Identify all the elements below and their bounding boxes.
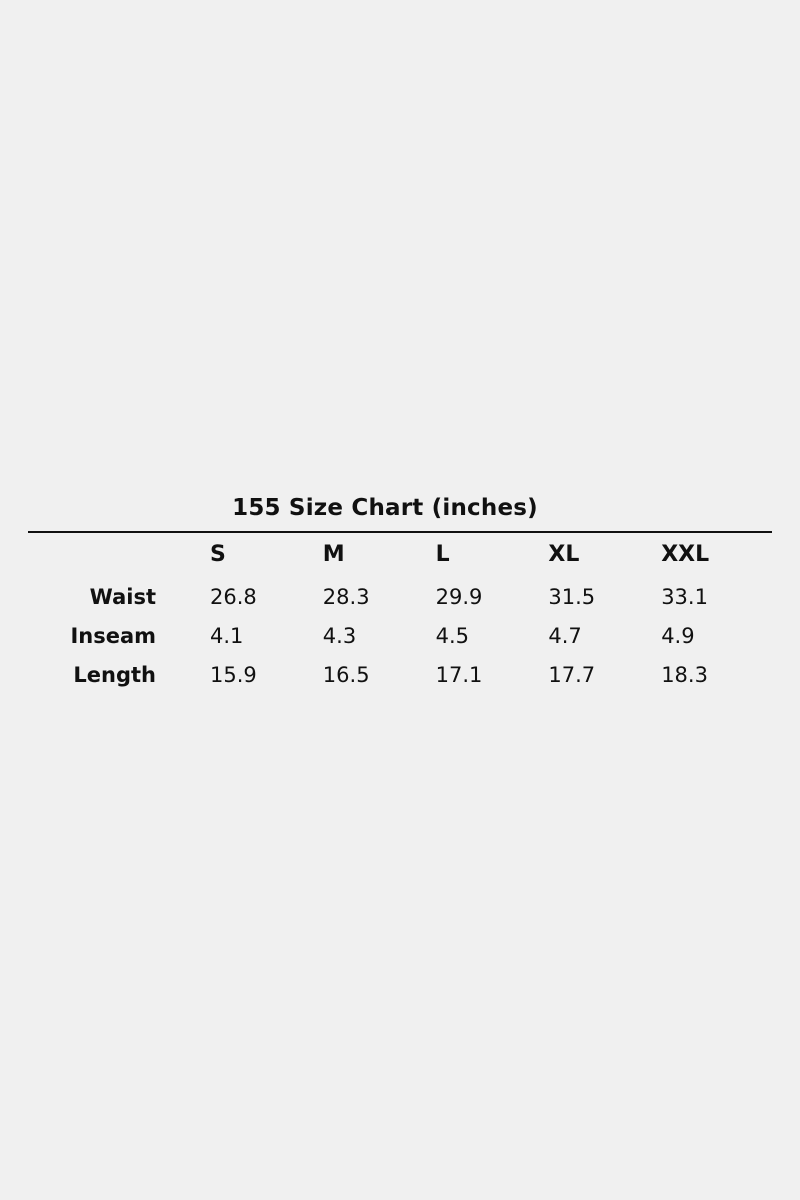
- cell-length-xl: 17.7: [548, 662, 596, 687]
- cell-inseam-xl: 4.7: [548, 623, 582, 648]
- chart-title: 155 Size Chart (inches): [232, 495, 538, 521]
- cell-length-m: 16.5: [322, 662, 370, 687]
- cell-inseam-l: 4.5: [435, 623, 469, 648]
- table-header-row: [28, 532, 772, 575]
- column-header-m: M: [322, 541, 345, 567]
- column-header-s: S: [210, 541, 226, 567]
- cell-length-s: 15.9: [210, 662, 257, 687]
- cell-waist-s: 26.8: [210, 584, 257, 609]
- table-row: [28, 575, 772, 616]
- table-body: [28, 575, 772, 694]
- table-row: [28, 616, 772, 655]
- row-header-corner: [28, 532, 208, 575]
- row-label-length: Length: [73, 662, 156, 687]
- cell-waist-xxl: 33.1: [661, 584, 708, 609]
- cell-waist-xl: 31.5: [548, 584, 596, 609]
- row-label-waist: Waist: [89, 584, 156, 609]
- column-header-xxl: XXL: [661, 541, 710, 567]
- cell-waist-m: 28.3: [322, 584, 370, 609]
- cell-waist-l: 29.9: [435, 584, 483, 609]
- size-chart-container: [28, 495, 772, 694]
- cell-length-xxl: 18.3: [661, 662, 708, 687]
- row-label-inseam: Inseam: [70, 623, 156, 648]
- table-row: [28, 655, 772, 694]
- cell-inseam-m: 4.3: [322, 623, 357, 648]
- size-chart-table: [28, 531, 772, 694]
- cell-inseam-s: 4.1: [210, 623, 244, 648]
- table-header: [28, 532, 772, 575]
- column-header-xl: XL: [548, 541, 580, 567]
- cell-inseam-xxl: 4.9: [661, 623, 695, 648]
- column-header-l: L: [435, 541, 450, 567]
- cell-length-l: 17.1: [435, 662, 483, 687]
